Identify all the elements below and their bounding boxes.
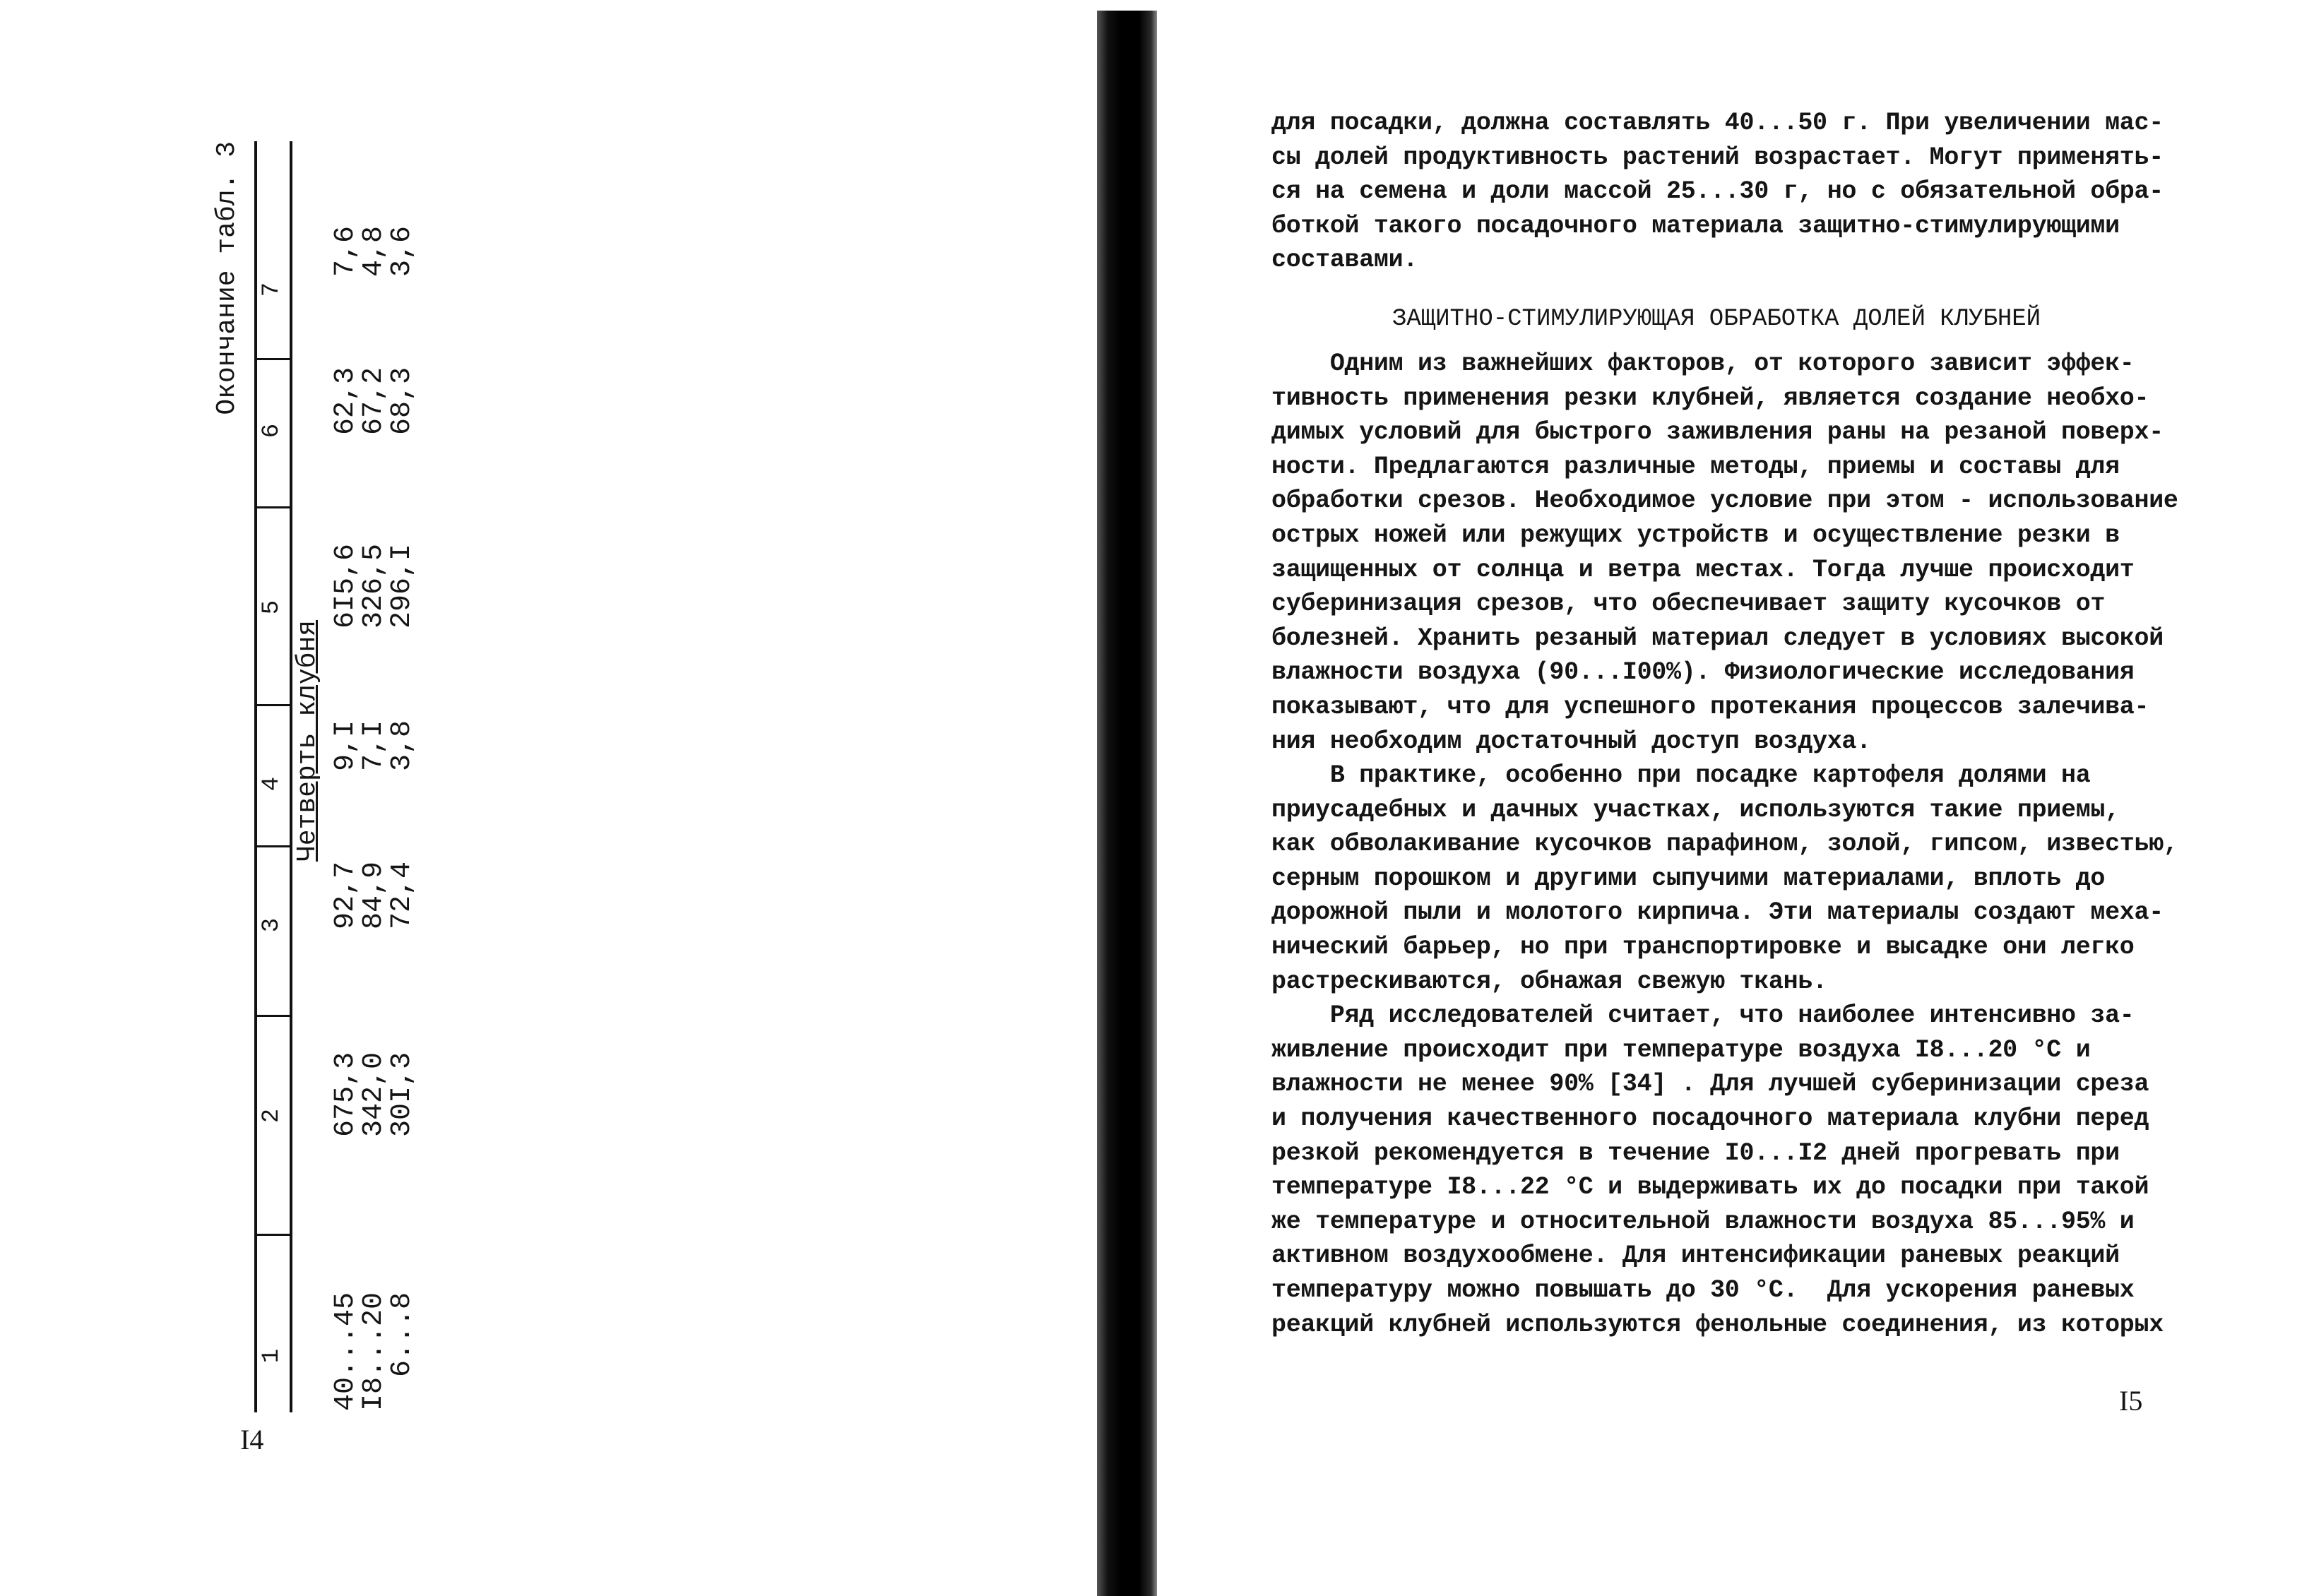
text-line: температуре I8...22 °С и выдерживать их до посадки при такой [1271,1173,2149,1202]
text-line: суберинизация срезов, что обеспечивает защиту кусочков от [1271,590,2106,619]
text-line: нический барьер, но при транспортировке и высадке они легко [1271,933,2135,962]
table-cell: 67,2 [358,367,390,436]
column-number: 4 [259,776,285,792]
column-number: 1 [259,1348,285,1364]
text-line: резкой рекомендуется в течение I0...I2 дней прогревать при [1271,1138,2120,1167]
text-line: болезней. Хранить резаный материал следует в условиях высокой [1271,624,2164,653]
text-line: ности. Предлагаются различные методы, приемы и составы для [1271,452,2120,481]
text-line: живление происходит при температуре воздуха I8...20 °С и [1271,1035,2091,1064]
table-cell: 7,I [358,720,390,772]
text-line: температуру можно повышать до 30 °С. Для ускорения раневых [1271,1276,2135,1304]
text-line: Ряд исследователей считает, что наиболее интенсивно за- [1271,1001,2135,1030]
column-separator [254,358,290,360]
text-line: димых условий для быстрого заживления раны на резаной поверх- [1271,418,2164,447]
table-cell: 675,3 [330,1052,362,1138]
table-cell: 84,9 [358,862,390,930]
text-line: боткой такого посадочного материала защитно-стимулирующими [1271,211,2120,240]
table-cell: 92,7 [330,862,362,930]
text-line: тивность применения резки клубней, является создание необхо- [1271,383,2149,412]
text-line: же температуре и относительной влажности воздуха 85...95% и [1271,1207,2135,1236]
column-number: 6 [259,423,285,439]
text-line: обработки срезов. Необходимое условие при этом - использование [1271,487,2178,516]
table-cell: 3,6 [386,226,418,278]
text-line: для посадки, должна составлять 40...50 г. При увеличении мас- [1271,109,2164,137]
text-block-main [1271,347,2178,1342]
table-cell: 9,I [330,720,362,772]
text-line: В практике, особенно при посадке картофеля долями на [1271,761,2091,790]
text-line: защищенных от солнца и ветра местах. Тогда лучше происходит [1271,555,2135,584]
text-line: показывают, что для успешного протекания процессов залечива- [1271,692,2149,721]
right-page-number: I5 [2119,1385,2143,1417]
text-line: Одним из важнейших факторов, от которого зависит эффек- [1271,349,2135,378]
table-top-rule [254,141,257,1412]
table-cell: 6...8 [386,1292,418,1378]
column-number: 7 [259,282,285,297]
table-cell: 4,8 [358,226,390,278]
text-line: серным порошком и другими сыпучими материалами, вплоть до [1271,864,2106,893]
text-block-intro [1271,106,2164,278]
table-subheading: Четверть клубня [292,619,323,862]
column-separator [254,506,290,508]
section-heading: ЗАЩИТНО-СТИМУЛИРУЮЩАЯ ОБРАБОТКА ДОЛЕЙ КЛУБНЕЙ [1392,305,2041,333]
table-cell: 7,6 [330,226,362,278]
table-cell: 62,3 [330,367,362,436]
text-line: влажности не менее 90% [34] . Для лучшей суберинизации среза [1271,1070,2149,1099]
left-page [0,0,1102,1596]
text-line: острых ножей или режущих устройств и осуществление резки в [1271,520,2120,549]
table-body [212,141,523,1412]
text-line: ния необходим достаточный доступ воздуха. [1271,727,1871,756]
text-line: активном воздухообмене. Для интенсификации раневых реакций [1271,1241,2120,1270]
text-line: влажности воздуха (90...I00%). Физиологические исследования [1271,658,2135,687]
table-cell: I8...20 [358,1292,390,1412]
text-line: сы долей продуктивность растений возрастает. Могут применять- [1271,143,2164,172]
table-cell: 3,8 [386,720,418,772]
text-line: как обволакивание кусочков парафином, золой, гипсом, известью, [1271,830,2178,859]
column-number: 3 [259,917,285,933]
book-gutter-shadow [1097,11,1157,1596]
text-line: дорожной пыли и молотого кирпича. Эти материалы создают меха- [1271,898,2164,927]
table-cell: 68,3 [386,367,418,436]
column-separator [254,845,290,847]
column-number: 5 [259,600,285,615]
text-line: приусадебных и дачных участках, используются такие приемы, [1271,795,2120,824]
text-line: ся на семена и доли массой 25...30 г, но с обязательной обра- [1271,177,2164,206]
column-separator [254,1015,290,1017]
column-separator [254,704,290,706]
table-cell: 6I5,6 [330,544,362,629]
left-page-number: I4 [240,1424,264,1455]
column-separator [254,1234,290,1236]
table-cell: 40...45 [330,1292,362,1412]
column-number: 2 [259,1108,285,1124]
table-cell: 72,4 [386,862,418,930]
table-cell: 342,0 [358,1052,390,1138]
table-cell: 30I,3 [386,1052,418,1138]
text-line: и получения качественного посадочного материала клубни перед [1271,1104,2149,1133]
text-line: растрескиваются, обнажая свежую ткань. [1271,967,1827,996]
table-cell: 296,I [386,544,418,629]
text-line: реакций клубней используются фенольные соединения, из которых [1271,1310,2164,1339]
table-caption: Окончание табл. 3 [212,141,242,415]
rotated-table [212,141,418,1412]
text-line: составами. [1271,246,1418,275]
right-page [1271,106,2178,1342]
table-cell: 326,5 [358,544,390,629]
